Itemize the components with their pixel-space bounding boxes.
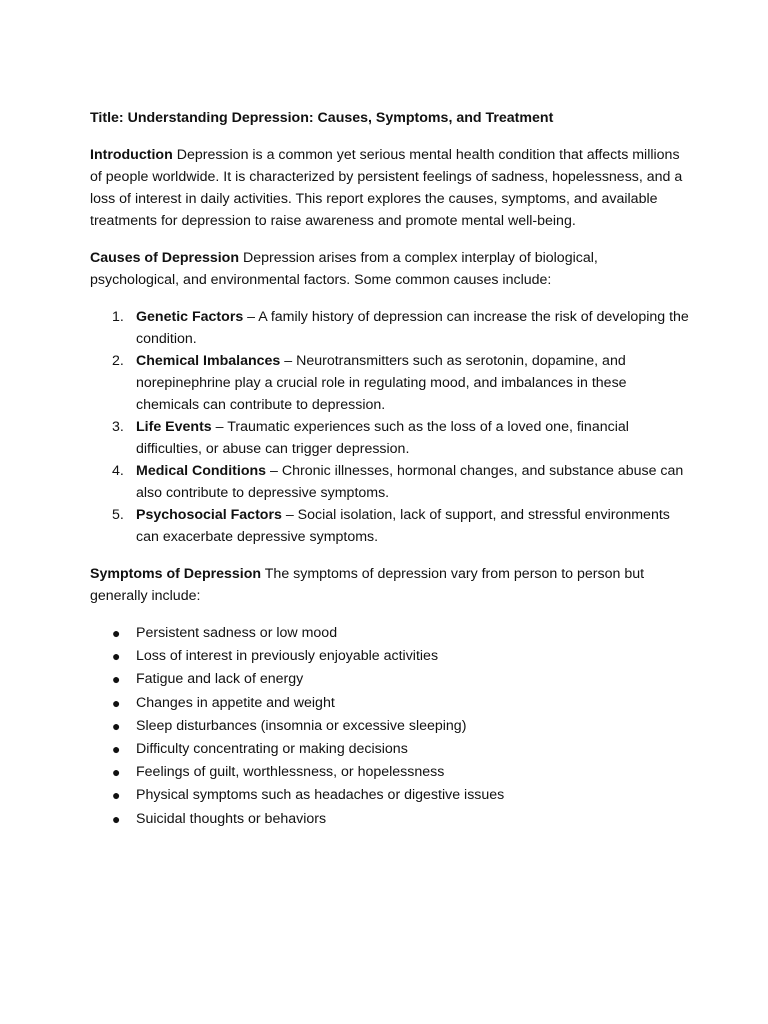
symptom-item (90, 761, 690, 783)
symptom-text: Difficulty concentrating or making decisions (136, 740, 408, 757)
symptom-item (90, 668, 690, 690)
cause-number: 5. (112, 507, 124, 523)
bullet-icon: ● (112, 694, 121, 711)
cause-item (90, 416, 690, 460)
symptom-text: Changes in appetite and weight (136, 694, 335, 711)
symptoms-text: The symptoms of depression vary from person to person but generally include: (90, 566, 645, 604)
cause-number: 1. (112, 309, 124, 325)
symptom-text: Physical symptoms such as headaches or digestive issues (136, 787, 505, 804)
symptom-text: Fatigue and lack of energy (136, 671, 304, 688)
symptoms-heading: Symptoms of Depression (90, 566, 262, 582)
cause-text: – A family history of depression can increase the risk of developing the condition. (136, 309, 689, 347)
intro-text: Depression is a common yet serious mental health condition that affects millions of people worldwide. It is characterized by persistent feelings of sadness, hopelessness, and a loss of interest in daily activities. This report explores the causes, symptoms, and available treatments for depression to raise awareness and promote mental well-being. (90, 147, 683, 229)
symptom-text: Suicidal thoughts or behaviors (136, 810, 327, 827)
cause-number: 4. (112, 463, 124, 479)
symptom-item (90, 784, 690, 806)
causes-paragraph (90, 247, 690, 291)
bullet-icon: ● (112, 671, 121, 688)
cause-text: – Chronic illnesses, hormonal changes, and substance abuse can also contribute to depressive symptoms. (136, 463, 684, 501)
bullet-icon: ● (112, 625, 121, 641)
bullet-icon: ● (112, 764, 121, 781)
bullet-icon: ● (112, 740, 121, 757)
symptom-item (90, 808, 690, 830)
bullet-icon: ● (112, 810, 121, 827)
causes-list (90, 306, 690, 548)
cause-text: – Social isolation, lack of support, and stressful environments can exacerbate depressive symptoms. (136, 507, 670, 545)
cause-item (90, 504, 690, 548)
cause-number: 2. (112, 353, 124, 369)
symptom-item (90, 622, 690, 644)
symptom-item (90, 738, 690, 760)
document-page (90, 107, 690, 831)
cause-item (90, 350, 690, 416)
cause-item (90, 306, 690, 350)
cause-label: Chemical Imbalances (136, 353, 281, 369)
cause-item (90, 460, 690, 504)
symptom-text: Feelings of guilt, worthlessness, or hopelessness (136, 764, 445, 781)
intro-heading: Introduction (90, 147, 173, 163)
cause-label: Medical Conditions (136, 463, 267, 479)
symptom-text: Persistent sadness or low mood (136, 625, 338, 641)
cause-label: Genetic Factors (136, 309, 244, 325)
symptom-item (90, 715, 690, 737)
symptom-text: Sleep disturbances (insomnia or excessive sleeping) (136, 717, 467, 734)
bullet-icon: ● (112, 717, 121, 734)
document-title: Title: Understanding Depression: Causes, Symptoms, and Treatment (90, 110, 554, 126)
bullet-icon: ● (112, 787, 121, 804)
symptom-item (90, 645, 690, 667)
cause-text: – Traumatic experiences such as the loss of a loved one, financial difficulties, or abuse can trigger depression. (136, 419, 629, 457)
bullet-icon: ● (112, 648, 121, 665)
cause-number: 3. (112, 419, 124, 435)
cause-label: Life Events (136, 419, 212, 435)
symptoms-list (90, 622, 690, 830)
intro-paragraph (90, 144, 690, 232)
causes-text: Depression arises from a complex interplay of biological, psychological, and environmental factors. Some common causes include: (90, 250, 598, 288)
symptom-item (90, 692, 690, 714)
cause-label: Psychosocial Factors (136, 507, 282, 523)
symptom-text: Loss of interest in previously enjoyable activities (136, 648, 439, 665)
symptoms-paragraph (90, 563, 690, 607)
causes-heading: Causes of Depression (90, 250, 240, 266)
cause-text: – Neurotransmitters such as serotonin, dopamine, and norepinephrine play a crucial role in regulating mood, and imbalances in these chemicals can contribute to depression. (136, 353, 627, 413)
